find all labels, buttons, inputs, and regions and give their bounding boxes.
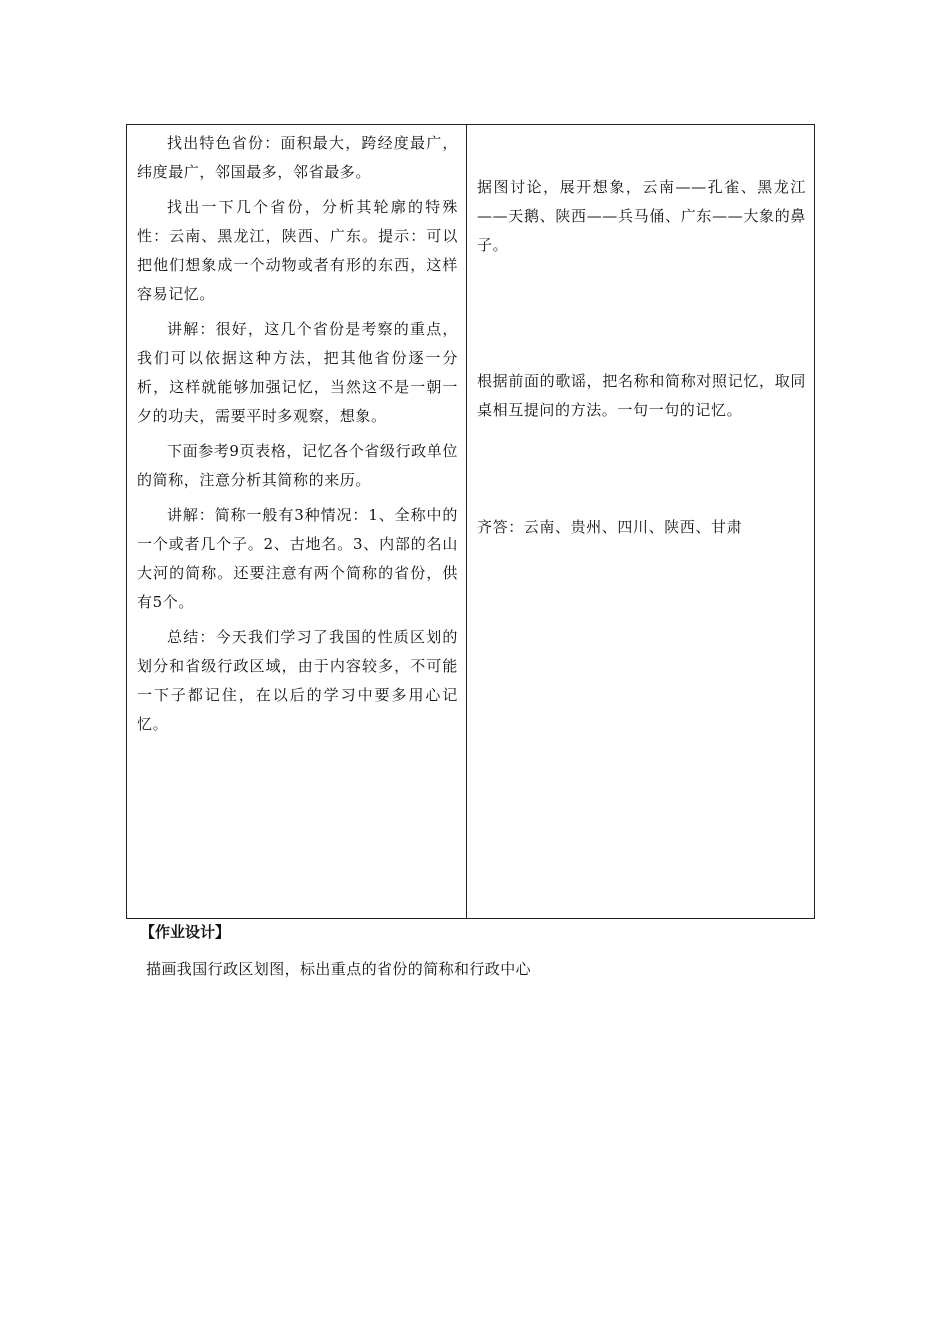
right-paragraph-2: 根据前面的歌谣，把名称和简称对照记忆，取同桌相互提问的方法。一句一句的记忆。 — [477, 372, 806, 419]
homework-title: 【作业设计】 — [140, 923, 231, 941]
left-paragraph-3: 讲解：很好，这几个省份是考察的重点，我们可以依据这种方法，把其他省份逐一分析，这样就能够加强记忆，当然这不是一朝一夕的功夫，需要平时多观察，想象。 — [137, 320, 458, 425]
left-paragraph-1: 找出特色省份：面积最大，跨经度最广，纬度最广，邻国最多，邻省最多。 — [137, 134, 458, 181]
lesson-table — [126, 124, 815, 919]
left-paragraph-4: 下面参考9页表格，记忆各个省级行政单位的简称，注意分析其简称的来历。 — [137, 442, 458, 489]
left-paragraph-6: 总结：今天我们学习了我国的性质区划的划分和省级行政区域，由于内容较多，不可能一下子都记住，在以后的学习中要多用心记忆。 — [137, 628, 458, 733]
right-paragraph-3: 齐答：云南、贵州、四川、陕西、甘肃 — [477, 518, 743, 536]
teacher-activity-column — [127, 125, 467, 918]
right-paragraph-1: 据图讨论，展开想象，云南——孔雀、黑龙江——天鹅、陕西——兵马俑、广东——大象的鼻子。 — [477, 178, 806, 254]
left-paragraph-5: 讲解：简称一般有3种情况：1、全称中的一个或者几个子。2、古地名。3、内部的名山大河的简称。还要注意有两个简称的省份，供有5个。 — [137, 506, 458, 611]
student-activity-column — [467, 125, 814, 918]
homework-text: 描画我国行政区划图，标出重点的省份的简称和行政中心 — [146, 960, 532, 978]
left-paragraph-2: 找出一下几个省份，分析其轮廓的特殊性：云南、黑龙江，陕西、广东。提示：可以把他们想象成一个动物或者有形的东西，这样容易记忆。 — [137, 198, 458, 303]
